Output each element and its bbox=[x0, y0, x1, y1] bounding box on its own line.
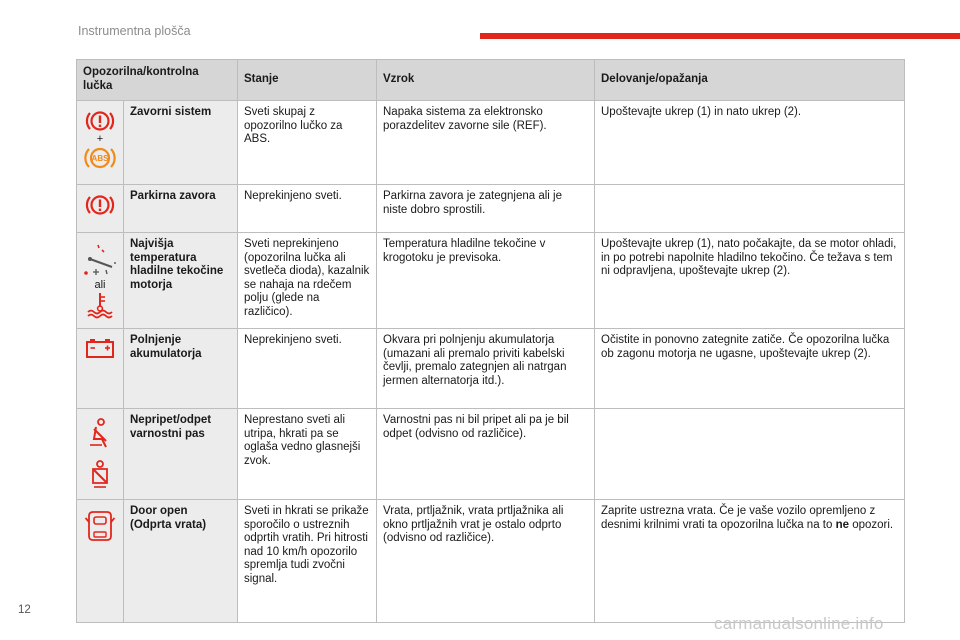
state-cell: Sveti neprekinjeno (opozorilna lučka ali svetleča dioda), kazalnik se nahaja na rdečem polju (glede na različico). bbox=[238, 233, 377, 329]
door-open-icon bbox=[85, 508, 115, 544]
action-cell: Upoštevajte ukrep (1), nato počakajte, da se motor ohladi, in po potrebi napolnite hladilno tekočino. Če težava s tem ni odpravljena, upoštevajte ukrep (2). bbox=[595, 233, 905, 329]
column-header-indicator: Opozorilna/kontrolna lučka bbox=[77, 60, 238, 101]
action-cell bbox=[595, 409, 905, 500]
action-cell: Upoštevajte ukrep (1) in nato ukrep (2). bbox=[595, 101, 905, 185]
indicator-name: Nepripet/odpet varnostni pas bbox=[124, 409, 238, 500]
table-header-row bbox=[77, 60, 905, 101]
cause-cell: Varnostni pas ni bil pripet ali pa je bil odpet (odvisno od različice). bbox=[377, 409, 595, 500]
cause-cell: Okvara pri polnjenju akumulatorja (umazani ali premalo priviti kabelski čevlji, premalo zategnjen ali natrgan jermen alternatorja itd.). bbox=[377, 329, 595, 409]
page-number: 12 bbox=[18, 604, 31, 616]
coolant-gauge-icon bbox=[82, 241, 118, 279]
indicator-name: Polnjenje akumulatorja bbox=[124, 329, 238, 409]
watermark: carmanualsonline.info bbox=[714, 614, 884, 633]
warning-lights-table bbox=[76, 59, 905, 623]
cause-cell: Parkirna zavora je zategnjena ali je niste dobro sprostili. bbox=[377, 185, 595, 233]
battery-icon bbox=[84, 337, 116, 359]
indicator-name: Door open (Odprta vrata) bbox=[124, 500, 238, 623]
icon-cell bbox=[77, 329, 124, 409]
action-text-end: opozori. bbox=[849, 518, 894, 531]
indicator-name: Najvišja temperatura hladilne tekočine motorja bbox=[124, 233, 238, 329]
state-cell: Neprekinjeno sveti. bbox=[238, 329, 377, 409]
cause-cell: Napaka sistema za elektronsko porazdelitev zavorne sile (REF). bbox=[377, 101, 595, 185]
column-header-cause: Vzrok bbox=[377, 60, 595, 101]
svg-text:ABS: ABS bbox=[91, 154, 109, 164]
warning-lights-table-wrap bbox=[76, 59, 904, 623]
table-row bbox=[77, 329, 905, 409]
page-header-title: Instrumentna plošča bbox=[78, 24, 191, 38]
action-text: Zaprite ustrezna vrata. Če je vaše vozilo opremljeno z desnimi krilnimi vrati ta opozorilna lučka na to bbox=[601, 505, 876, 531]
icon-separator: ali bbox=[94, 279, 106, 291]
state-cell: Neprekinjeno sveti. bbox=[238, 185, 377, 233]
cause-cell: Vrata, prtljažnik, vrata prtljažnika ali okno prtljažnih vrat je ostalo odprto (odvisno od različice). bbox=[377, 500, 595, 623]
header-accent-bar bbox=[480, 33, 960, 39]
cause-cell: Temperatura hladilne tekočine v krogotoku je previsoka. bbox=[377, 233, 595, 329]
table-row bbox=[77, 233, 905, 329]
table-row bbox=[77, 185, 905, 233]
action-cell bbox=[595, 500, 905, 623]
action-cell bbox=[595, 185, 905, 233]
seatbelt-front-icon bbox=[86, 417, 114, 449]
icon-cell bbox=[77, 185, 124, 233]
column-header-state: Stanje bbox=[238, 60, 377, 101]
brake-warning-icon bbox=[85, 109, 115, 133]
icon-cell bbox=[77, 233, 124, 329]
icon-separator: + bbox=[96, 133, 104, 145]
coolant-temperature-icon bbox=[85, 291, 115, 319]
table-row bbox=[77, 409, 905, 500]
icon-cell bbox=[77, 409, 124, 500]
seatbelt-rear-icon bbox=[86, 459, 114, 491]
table-row bbox=[77, 500, 905, 623]
icon-cell bbox=[77, 500, 124, 623]
action-cell: Očistite in ponovno zategnite zatiče. Če opozorilna lučka ob zagonu motorja ne ugasne, upoštevajte ukrep (2). bbox=[595, 329, 905, 409]
state-cell: Neprestano sveti ali utripa, hkrati pa se oglaša vedno glasnejši zvok. bbox=[238, 409, 377, 500]
parking-brake-icon bbox=[85, 193, 115, 217]
indicator-name: Zavorni sistem bbox=[124, 101, 238, 185]
table-row bbox=[77, 101, 905, 185]
indicator-name: Parkirna zavora bbox=[124, 185, 238, 233]
action-emphasis: ne bbox=[835, 518, 849, 531]
state-cell: Sveti in hkrati se prikaže sporočilo o ustreznih odprtih vratih. Pri hitrosti nad 10 km/h opozorilo spremlja tudi zvočni signal. bbox=[238, 500, 377, 623]
state-cell: Sveti skupaj z opozorilno lučko za ABS. bbox=[238, 101, 377, 185]
abs-icon bbox=[84, 145, 116, 171]
column-header-action: Delovanje/opažanja bbox=[595, 60, 905, 101]
icon-cell bbox=[77, 101, 124, 185]
